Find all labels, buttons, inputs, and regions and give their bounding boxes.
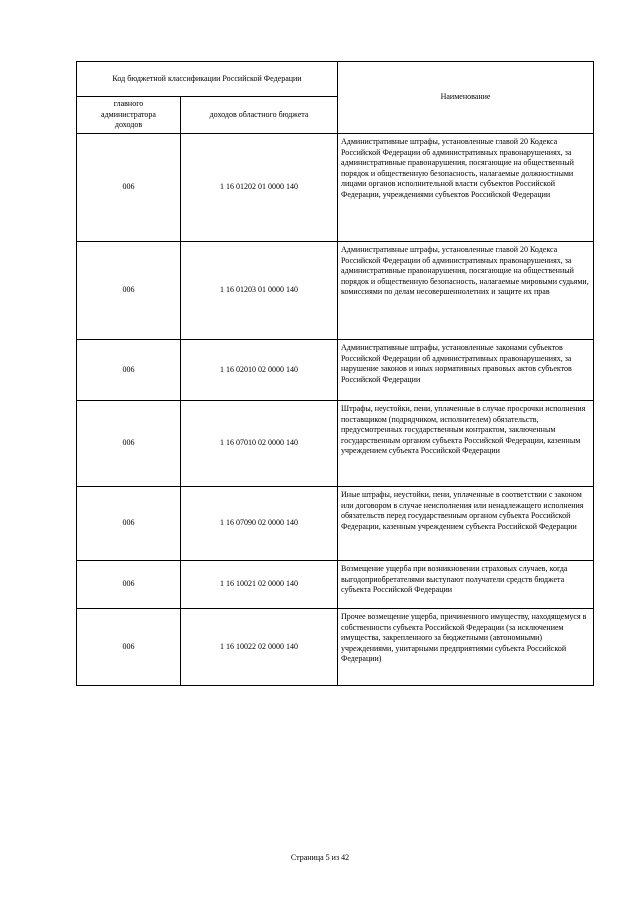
admin-code-cell: 006 [77, 561, 181, 609]
income-name-cell: Административные штрафы, установленные законами субъектов Российской Федерации об административных правонарушениях, за нарушение законов и иных нормативных правовых актов субъектов Российской Федерации [338, 340, 594, 401]
income-name-cell: Административные штрафы, установленные главой 20 Кодекса Российской Федерации об административных правонарушениях, за административные правонарушения, посягающие на общественный порядок и общественную безопасность, налагаемые должностными лицами органов исполнительной власти субъектов Российской Федерации, учреждениями субъектов Российской Федерации [338, 134, 594, 242]
header-income-column: доходов областного бюджета [181, 97, 338, 134]
income-code-cell: 1 16 01202 01 0000 140 [181, 134, 338, 242]
income-code-cell: 1 16 01203 01 0000 140 [181, 242, 338, 340]
income-name-cell: Прочее возмещение ущерба, причиненного имуществу, находящемуся в собственности субъекта Российской Федерации (за исключением имущества, закрепленного за бюджетными (автономными) учреждениями, унитарными предприятиями субъекта Российской Федерации) [338, 609, 594, 686]
income-name-cell: Штрафы, неустойки, пени, уплаченные в случае просрочки исполнения поставщиком (подрядчиком, исполнителем) обязательств, предусмотренных государственным контрактом, заключенным государственным органом субъекта Российской Федерации, казенным учреждением субъекта Российской Федерации [338, 401, 594, 487]
header-admin-column: главного администратора доходов [77, 97, 181, 134]
admin-code-cell: 006 [77, 340, 181, 401]
admin-code-cell: 006 [77, 134, 181, 242]
table-row [77, 487, 594, 561]
header-name: Наименование [338, 62, 594, 134]
admin-code-cell: 006 [77, 609, 181, 686]
page-number: Страница 5 из 42 [290, 853, 350, 862]
table-row [77, 134, 594, 242]
income-name-cell: Возмещение ущерба при возникновении страховых случаев, когда выгодоприобретателями выступают получатели средств бюджета субъекта Российской Федерации [338, 561, 594, 609]
income-code-cell: 1 16 07090 02 0000 140 [181, 487, 338, 561]
income-name-cell: Административные штрафы, установленные главой 20 Кодекса Российской Федерации об административных правонарушениях, за административные правонарушения, посягающие на общественный порядок и общественную безопасность, налагаемые мировыми судьями, комиссиями по делам несовершеннолетних и защите их прав [338, 242, 594, 340]
income-code-cell: 1 16 07010 02 0000 140 [181, 401, 338, 487]
table-header-row [77, 62, 594, 97]
income-code-cell: 1 16 02010 02 0000 140 [181, 340, 338, 401]
income-code-cell: 1 16 10022 02 0000 140 [181, 609, 338, 686]
table-row [77, 340, 594, 401]
table-row [77, 609, 594, 686]
budget-classification-table [76, 61, 594, 686]
income-name-cell: Иные штрафы, неустойки, пени, уплаченные в соответствии с законом или договором в случае неисполнения или ненадлежащего исполнения обязательств перед государственным органом субъекта Российской Федерации, казенным учреждением субъекта Российской Федерации [338, 487, 594, 561]
admin-code-cell: 006 [77, 242, 181, 340]
table-row [77, 561, 594, 609]
admin-code-cell: 006 [77, 487, 181, 561]
income-code-cell: 1 16 10021 02 0000 140 [181, 561, 338, 609]
table-row [77, 242, 594, 340]
table-row [77, 401, 594, 487]
header-classification-code: Код бюджетной классификации Российской Федерации [77, 62, 338, 97]
admin-code-cell: 006 [77, 401, 181, 487]
